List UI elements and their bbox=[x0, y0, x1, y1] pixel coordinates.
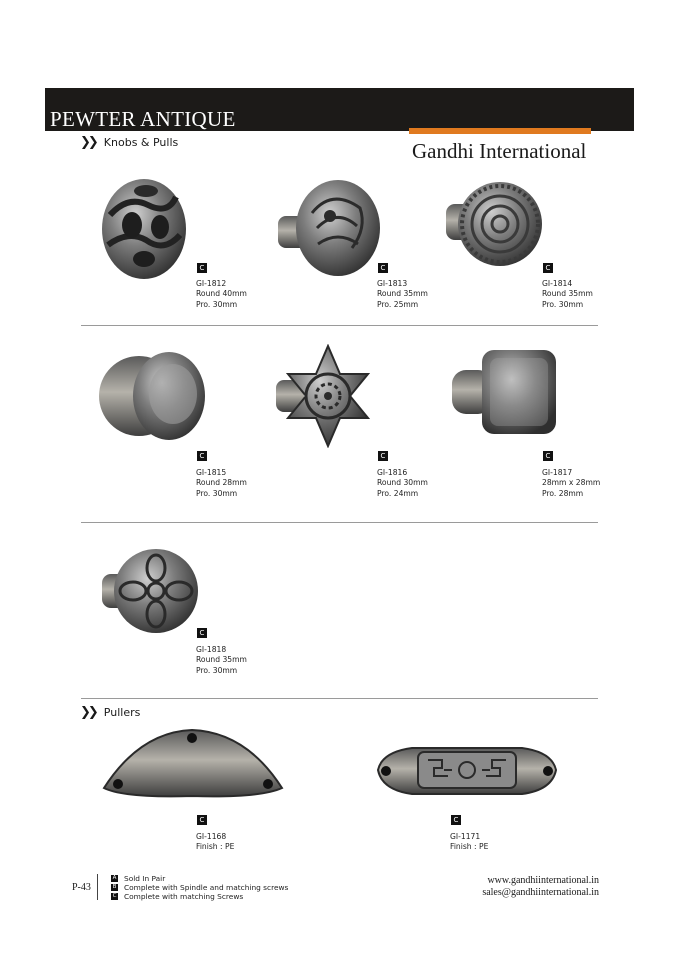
legend-text: Complete with matching Screws bbox=[124, 892, 244, 901]
cage-knob-icon bbox=[98, 175, 193, 283]
shell-knob-icon bbox=[272, 178, 384, 280]
product-code: GI-1168 bbox=[196, 832, 227, 841]
product-image-gi-1813 bbox=[272, 178, 384, 284]
product-code: GI-1818 bbox=[196, 645, 227, 654]
product-info-gi-1815 bbox=[196, 468, 247, 499]
product-image-gi-1818 bbox=[100, 540, 198, 646]
double-chevron-icon: ❯❯ bbox=[80, 705, 96, 720]
product-image-gi-1815 bbox=[99, 350, 209, 446]
row-divider bbox=[81, 325, 598, 326]
flower-knob-icon bbox=[100, 540, 198, 642]
cup-pull-icon bbox=[100, 726, 286, 802]
product-code: GI-1817 bbox=[542, 468, 573, 477]
square-knob-icon bbox=[450, 348, 560, 438]
product-image-gi-1817 bbox=[450, 348, 560, 442]
legend bbox=[111, 874, 288, 901]
product-info-gi-1816 bbox=[377, 468, 428, 499]
product-projection: Pro. 25mm bbox=[377, 299, 419, 309]
product-code: GI-1813 bbox=[377, 279, 408, 288]
ring-knob-icon bbox=[444, 178, 544, 270]
legend-key: C bbox=[112, 893, 117, 899]
company-name: Gandhi International bbox=[412, 139, 587, 163]
product-code: GI-1814 bbox=[542, 279, 573, 288]
badge-c: C bbox=[378, 451, 388, 461]
badge-c: C bbox=[543, 451, 553, 461]
badge-c: C bbox=[197, 263, 207, 273]
badge-c: C bbox=[451, 815, 461, 825]
legend-text: Sold In Pair bbox=[124, 874, 166, 883]
badge-c: C bbox=[197, 815, 207, 825]
product-image-gi-1812 bbox=[98, 175, 193, 287]
product-code: GI-1171 bbox=[450, 832, 481, 841]
section-heading-knobs bbox=[80, 136, 178, 150]
product-code: GI-1815 bbox=[196, 468, 227, 477]
product-size: Round 28mm bbox=[196, 478, 247, 488]
section-label: Pullers bbox=[103, 706, 141, 719]
product-code: GI-1812 bbox=[196, 279, 227, 288]
product-info-gi-1814 bbox=[542, 279, 593, 310]
product-image-gi-1814 bbox=[444, 178, 544, 274]
product-info-gi-1812 bbox=[196, 279, 247, 310]
product-size: Round 35mm bbox=[377, 289, 428, 299]
product-size: Round 35mm bbox=[196, 655, 247, 665]
page-number: P-43 bbox=[72, 882, 91, 893]
contact-block bbox=[482, 875, 599, 899]
product-size: Round 30mm bbox=[377, 478, 428, 488]
product-size: Round 35mm bbox=[542, 289, 593, 299]
product-finish: Finish : PE bbox=[196, 842, 235, 852]
row-divider bbox=[81, 522, 598, 523]
accent-bar bbox=[409, 128, 591, 134]
badge-c: C bbox=[378, 263, 388, 273]
product-image-gi-1816 bbox=[272, 344, 372, 452]
product-code: GI-1816 bbox=[377, 468, 408, 477]
product-projection: Pro. 30mm bbox=[196, 665, 238, 675]
section-heading-pullers bbox=[80, 706, 140, 720]
product-finish: Finish : PE bbox=[450, 842, 489, 852]
badge-c: C bbox=[543, 263, 553, 273]
product-info-gi-1817 bbox=[542, 468, 600, 499]
badge-c: C bbox=[197, 628, 207, 638]
product-projection: Pro. 30mm bbox=[542, 299, 584, 309]
legend-item-c bbox=[111, 892, 288, 901]
legend-key: A bbox=[112, 875, 117, 881]
product-info-gi-1168 bbox=[196, 832, 234, 853]
product-size: 28mm x 28mm bbox=[542, 478, 601, 488]
email-link[interactable]: sales@gandhiinternational.in bbox=[482, 887, 599, 898]
double-chevron-icon: ❯❯ bbox=[80, 135, 96, 150]
row-divider bbox=[81, 698, 598, 699]
website-link[interactable]: www.gandhiinternational.in bbox=[487, 875, 599, 886]
footer-divider bbox=[97, 874, 98, 900]
section-label: Knobs & Pulls bbox=[103, 136, 179, 149]
product-info-gi-1171 bbox=[450, 832, 488, 853]
product-projection: Pro. 24mm bbox=[377, 488, 419, 498]
product-projection: Pro. 30mm bbox=[196, 488, 238, 498]
badge-c: C bbox=[197, 451, 207, 461]
product-projection: Pro. 28mm bbox=[542, 488, 584, 498]
product-info-gi-1813 bbox=[377, 279, 428, 310]
legend-key: B bbox=[112, 884, 117, 890]
legend-item-b bbox=[111, 883, 288, 892]
product-image-gi-1168 bbox=[100, 726, 286, 806]
product-projection: Pro. 30mm bbox=[196, 299, 238, 309]
product-size: Round 40mm bbox=[196, 289, 247, 299]
product-info-gi-1818 bbox=[196, 645, 247, 676]
legend-item-a bbox=[111, 874, 288, 883]
legend-text: Complete with Spindle and matching screws bbox=[124, 883, 289, 892]
star-knob-icon bbox=[272, 344, 372, 448]
plain-knob-icon bbox=[99, 350, 209, 442]
product-image-gi-1171 bbox=[372, 738, 562, 806]
ornate-cup-pull-icon bbox=[372, 738, 562, 802]
page-title: PEWTER ANTIQUE bbox=[50, 107, 236, 131]
